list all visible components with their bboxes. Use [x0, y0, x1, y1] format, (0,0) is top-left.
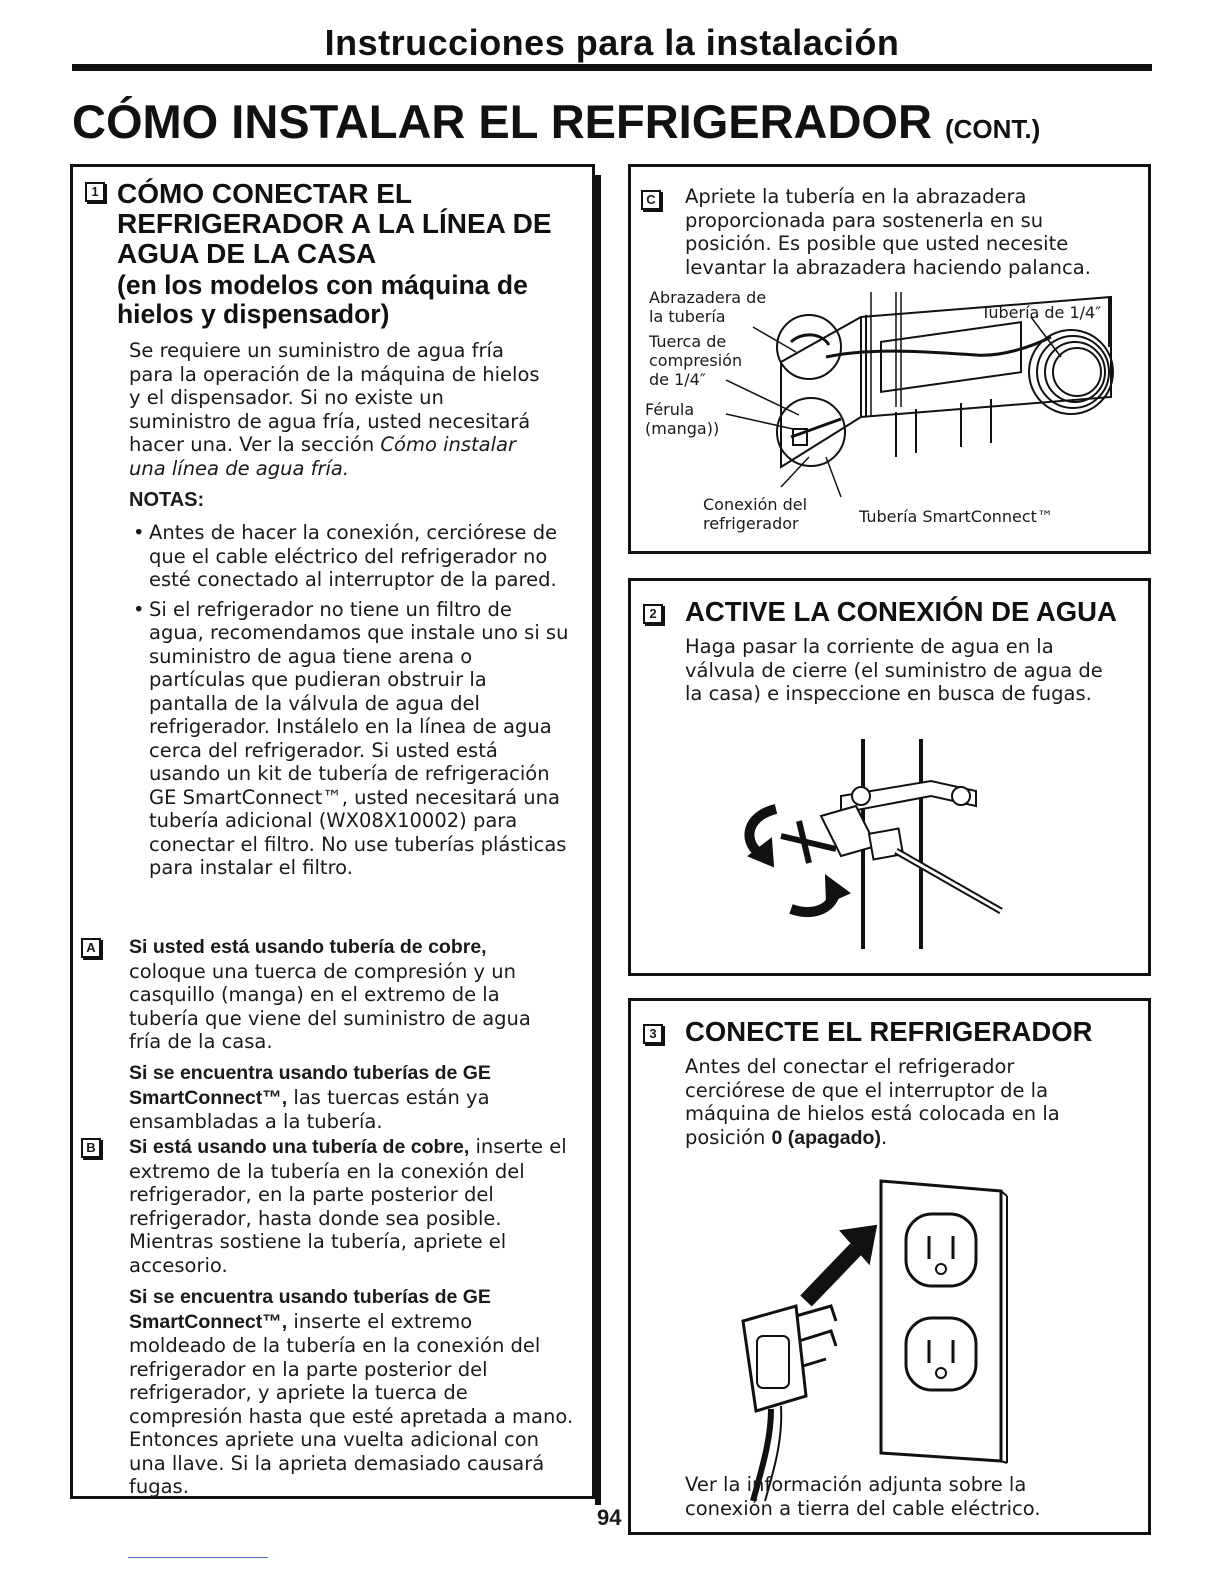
step3-number: 3 [643, 1024, 663, 1044]
page-title-main: CÓMO INSTALAR EL REFRIGERADOR [72, 95, 932, 148]
step-c-letter: C [641, 190, 661, 210]
step2-panel [628, 578, 1151, 976]
section-title: Instrucciones para la instalación [324, 22, 900, 63]
step2-text: Haga pasar la corriente de agua en la válvula de cierre (el suministro de agua de la casa) e inspeccione en busca de fugas. [685, 635, 1103, 705]
notes-list [129, 521, 571, 886]
step1-intro-text: Se requiere un suministro de agua fría para la operación de la máquina de hielos y el dispensador. Si no existe un suministro de agua fría, usted necesitará hacer una. Ver la sección [129, 339, 540, 456]
step3-footer-text: Ver la información adjunta sobre la conexión a tierra del cable eléctrico. [685, 1473, 1041, 1520]
step1-title: CÓMO CONECTAR EL REFRIGERADOR A LA LÍNEA DE AGUA DE LA CASA [117, 178, 552, 269]
step-a-text [129, 935, 569, 1054]
step-a-bold: Si usted está usando tubería de cobre, [129, 936, 487, 958]
step-a-body: coloque una tuerca de compresión y un casquillo (manga) en el extremo de la tubería que viene del suministro de agua fría de la casa. [129, 959, 531, 1053]
step-b-text [129, 1135, 569, 1277]
shutoff-valve-diagram [631, 581, 1148, 973]
label-connection: Conexión del refrigerador [703, 495, 808, 533]
step2-number: 2 [643, 604, 663, 624]
notes-heading: NOTAS: [129, 489, 205, 511]
label-nut: Tuerca de compresión de 1/4″ [649, 332, 743, 389]
note-item: • Si el refrigerador no tiene un filtro de agua, recomendamos que instale uno si su suministro de agua tiene arena o partículas que pudieran obstruir la pantalla de la válvula de agua del refrigerador. Instálelo en la línea de agua cerca del refrigerador. Si usted está usando un kit de tubería de refrigeración GE SmartConnect™, usted necesitará una tubería adicional (WX08X10002) para conectar el filtro. No use tuberías plásticas para instalar el filtro. [149, 598, 571, 880]
cold-water-link[interactable]: Cómo instalar una línea de agua fría. [129, 433, 517, 480]
step3-off-position: 0 (apagado) [771, 1126, 881, 1149]
label-ferrule: Férula (manga)) [645, 400, 720, 438]
step1-number: 1 [85, 182, 105, 202]
step3-text-a: Antes del conectar el refrigerador cerciórese de que el interruptor de la máquina de hielos está colocada en la posición [685, 1055, 1060, 1149]
step-c-text: Apriete la tubería en la abrazadera proporcionada para sostenerla en su posición. Es posible que usted necesite levantar la abrazadera haciendo palanca. [685, 185, 1091, 279]
step3-text-b: . [880, 1125, 888, 1149]
step-a-letter: A [81, 938, 101, 958]
page-title [72, 94, 1040, 149]
header-rule [72, 64, 1152, 71]
step3-panel [628, 998, 1151, 1535]
page-number: 94 [597, 1505, 622, 1530]
step-b-sub-bold: Si se encuentra usando tuberías de GE SmartConnect™, [129, 1286, 491, 1333]
step-b-body: inserte el extremo de la tubería en la conexión del refrigerador, en la parte posterior del refrigerador, hasta donde sea posible. Mientras sostiene la tubería, apriete el accesorio. [129, 1135, 567, 1277]
step3-title: CONECTE EL REFRIGERADOR [685, 1016, 1093, 1047]
step2-title: ACTIVE LA CONEXIÓN DE AGUA [685, 596, 1117, 627]
label-smartconnect: Tubería SmartConnect™ [859, 507, 1053, 526]
step-b-sub [129, 1285, 574, 1499]
step-c-panel [628, 164, 1151, 554]
step-b-letter: B [81, 1138, 101, 1158]
step-a-sub [129, 1061, 569, 1134]
step-a-sub-body: las tuercas están ya ensambladas a la tubería. [129, 1085, 490, 1133]
step-b-bold: Si está usando una tubería de cobre, [129, 1136, 470, 1158]
note-item: • Antes de hacer la conexión, cerciórese de que el cable eléctrico del refrigerador no esté conectado al interruptor de la pared. [149, 521, 571, 592]
step1-panel [70, 164, 595, 1499]
outlet-plug-diagram [631, 1001, 1148, 1532]
page-title-suffix: (CONT.) [945, 114, 1041, 144]
step-a-sub-bold: Si se encuentra usando tuberías de GE SmartConnect™, [129, 1062, 491, 1109]
footer-line [128, 1557, 268, 1558]
step1-intro [129, 339, 549, 480]
step-b-sub-body: inserte el extremo moldeado de la tubería en la conexión del refrigerador en la parte posterior del refrigerador, y apriete la tuerca de compresión hasta que esté apretada a mano. Entonces apriete una vuelta adicional con una llave. Si la aprieta demasiado causará fugas. [129, 1309, 574, 1498]
label-tube: Tubería de 1/4″ [981, 303, 1102, 322]
label-clamp: Abrazadera de la tubería [649, 288, 767, 326]
step1-subtitle: (en los modelos con máquina de hielos y dispensador) [117, 270, 528, 329]
